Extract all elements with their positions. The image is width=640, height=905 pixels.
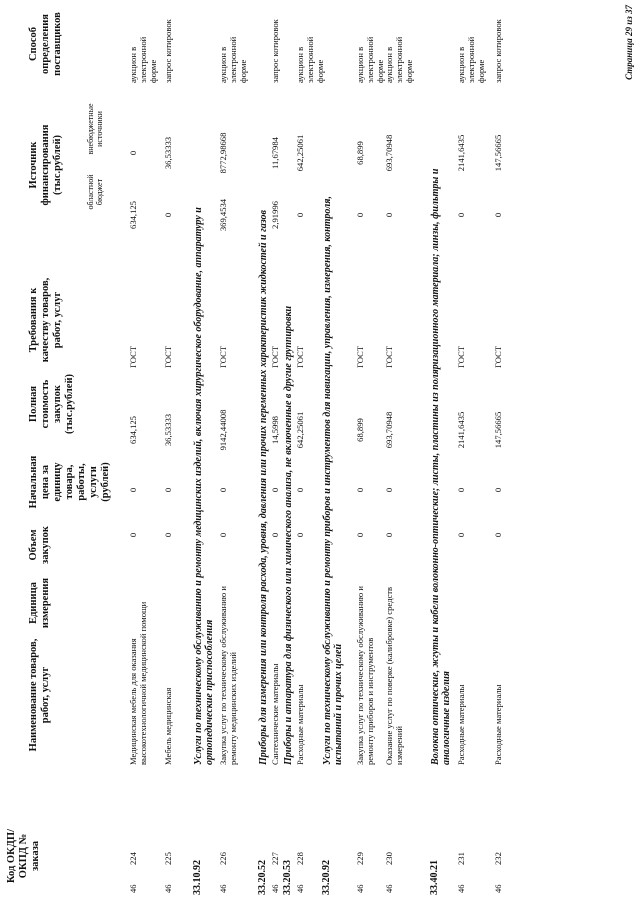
row-funding-regional: 0 — [384, 212, 394, 218]
row-order: 227 — [270, 852, 280, 865]
row-volume: 0 — [218, 532, 228, 538]
row-requirements: ГОСТ — [128, 345, 138, 369]
row-name: Расходные материалы — [295, 684, 305, 765]
row-name: Закупка услуг по техническому обслуживанию и ремонту медицинских изделий — [218, 586, 238, 765]
row-funding-extra: 147,56665 — [493, 134, 503, 172]
row-requirements: ГОСТ — [163, 345, 173, 369]
row-price: 0 — [295, 487, 305, 493]
row-order: 229 — [355, 852, 365, 865]
row-num: 46 — [270, 884, 280, 893]
section-code: 33.20.53 — [282, 860, 293, 895]
row-name: Закупка услуг по техническому обслуживанию и ремонту приборов и инструментов — [355, 586, 375, 765]
header-code: Код ОКДП/ ОКПД № заказа — [6, 828, 41, 884]
row-volume: 0 — [355, 532, 365, 538]
row-requirements: ГОСТ — [295, 345, 305, 369]
row-num: 46 — [218, 884, 228, 893]
row-funding-regional: 2,91996 — [270, 201, 280, 229]
row-requirements: ГОСТ — [456, 345, 466, 369]
row-price: 0 — [355, 487, 365, 493]
row-funding-regional: 0 — [493, 212, 503, 218]
row-requirements: ГОСТ — [270, 345, 280, 369]
row-price: 0 — [128, 487, 138, 493]
section-title: Волокна оптические, жгуты и кабели волоконно-оптические; листы, пластины из поляризационного материала; линзы, фильтры и аналогичные изделия — [430, 168, 452, 765]
section-code: 33.20.52 — [257, 860, 268, 895]
section-title: Услуги по техническому обслуживанию и ремонту медицинских изделий, включая хирургическое оборудование, аппаратуру и ортопедические приспособления — [193, 207, 215, 765]
row-method: запрос котировок — [493, 19, 503, 83]
row-total: 36,53333 — [163, 413, 173, 447]
row-order: 224 — [128, 852, 138, 865]
row-total: 634,125 — [128, 416, 138, 444]
section-code: 33.40.21 — [429, 860, 440, 895]
row-num: 46 — [355, 884, 365, 893]
row-num: 46 — [163, 884, 173, 893]
row-total: 2141,6435 — [456, 411, 466, 449]
row-order: 231 — [456, 852, 466, 865]
row-funding-extra: 0 — [128, 150, 138, 156]
row-total: 68,899 — [355, 418, 365, 442]
row-price: 0 — [270, 487, 280, 493]
row-volume: 0 — [163, 532, 173, 538]
row-funding-extra: 68,899 — [355, 141, 365, 165]
row-volume: 0 — [384, 532, 394, 538]
row-method: аукцион в электронной форме — [384, 36, 414, 83]
row-price: 0 — [384, 487, 394, 493]
row-name: Мебель медицинская — [163, 687, 173, 765]
row-funding-regional: 634,125 — [128, 201, 138, 229]
row-num: 46 — [384, 884, 394, 893]
row-funding-regional: 0 — [456, 212, 466, 218]
row-price: 0 — [493, 487, 503, 493]
row-requirements: ГОСТ — [355, 345, 365, 369]
row-price: 0 — [456, 487, 466, 493]
section-code: 33.10.92 — [192, 860, 203, 895]
row-price: 0 — [163, 487, 173, 493]
row-total: 14,5998 — [270, 416, 280, 444]
row-volume: 0 — [456, 532, 466, 538]
row-method: запрос котировок — [163, 19, 173, 83]
row-num: 46 — [493, 884, 503, 893]
row-method: аукцион в электронной форме — [355, 36, 385, 83]
row-funding-regional: 369,4534 — [218, 198, 228, 232]
header-total: Полная стоимость закупок (тыс.рублей) — [28, 373, 75, 435]
row-price: 0 — [218, 487, 228, 493]
row-volume: 0 — [493, 532, 503, 538]
row-name: Медицинская мебель для оказания высокотехнологичной медицинской помощи — [128, 601, 148, 765]
row-method: аукцион в электронной форме — [295, 36, 325, 83]
header-requirements: Требования к качеству товаров, работ, услуг — [28, 277, 63, 363]
row-order: 225 — [163, 852, 173, 865]
row-funding-extra: 36,53333 — [163, 136, 173, 170]
page-number: Страница 29 из 37 — [624, 5, 634, 80]
section-title: Приборы и аппаратура для физического или химического анализа, не включенные в другие группировки — [283, 305, 294, 765]
header-funding-regional: областной бюджет — [86, 174, 104, 210]
row-total: 147,56665 — [493, 411, 503, 449]
row-method: запрос котировок — [270, 19, 280, 83]
row-num: 46 — [128, 884, 138, 893]
row-method: аукцион в электронной форме — [218, 36, 248, 83]
section-title: Приборы для измерения или контроля расхода, уровня, давления или прочих переменных характеристик жидкостей и газов — [258, 209, 269, 765]
row-total: 642,25061 — [295, 411, 305, 449]
row-volume: 0 — [128, 532, 138, 538]
row-volume: 0 — [270, 532, 280, 538]
row-num: 46 — [456, 884, 466, 893]
row-volume: 0 — [295, 532, 305, 538]
row-num: 46 — [295, 884, 305, 893]
header-funding-extra: внебюджетные источники — [86, 103, 104, 155]
header-name: Наименование товаров, работ, услуг — [28, 638, 51, 752]
row-name: Сантехнические материалы — [270, 663, 280, 765]
row-name: Оказание услуг по поверке (калибровке) средств измерений — [384, 586, 404, 765]
row-requirements: ГОСТ — [493, 345, 503, 369]
row-funding-extra: 642,25061 — [295, 134, 305, 172]
row-requirements: ГОСТ — [384, 345, 394, 369]
row-order: 232 — [493, 852, 503, 865]
section-code: 33.20.92 — [321, 860, 332, 895]
row-funding-regional: 0 — [295, 212, 305, 218]
row-method: аукцион в электронной форме — [456, 36, 486, 83]
row-total: 9142,44008 — [218, 409, 228, 451]
row-funding-extra: 11,67984 — [270, 137, 280, 169]
row-funding-regional: 0 — [355, 212, 365, 218]
row-order: 228 — [295, 852, 305, 865]
row-funding-extra: 693,70948 — [384, 134, 394, 172]
header-funding: Источник финансирования (тыс.рублей) — [28, 124, 63, 206]
row-requirements: ГОСТ — [218, 345, 228, 369]
header-volume: Объем закупок — [28, 526, 51, 564]
row-order: 226 — [218, 852, 228, 865]
header-initial-price: Начальная цена за единицу товара, работы, услуги (рублей) — [28, 455, 111, 509]
row-funding-regional: 0 — [163, 212, 173, 218]
row-name: Расходные материалы — [493, 684, 503, 765]
row-order: 230 — [384, 852, 394, 865]
row-total: 693,70948 — [384, 411, 394, 449]
header-method: Способ определения поставщиков — [28, 12, 63, 76]
row-funding-extra: 8772,98668 — [218, 132, 228, 174]
header-unit: Единица измерения — [28, 577, 51, 629]
section-title: Услуги по техническому обслуживанию и ремонту приборов и инструментов для навигации, управления, измерения, контроля, испытаний и прочих целей — [322, 196, 344, 765]
row-funding-extra: 2141,6435 — [456, 134, 466, 172]
row-name: Расходные материалы — [456, 684, 466, 765]
row-method: аукцион в электронной форме — [128, 36, 158, 83]
